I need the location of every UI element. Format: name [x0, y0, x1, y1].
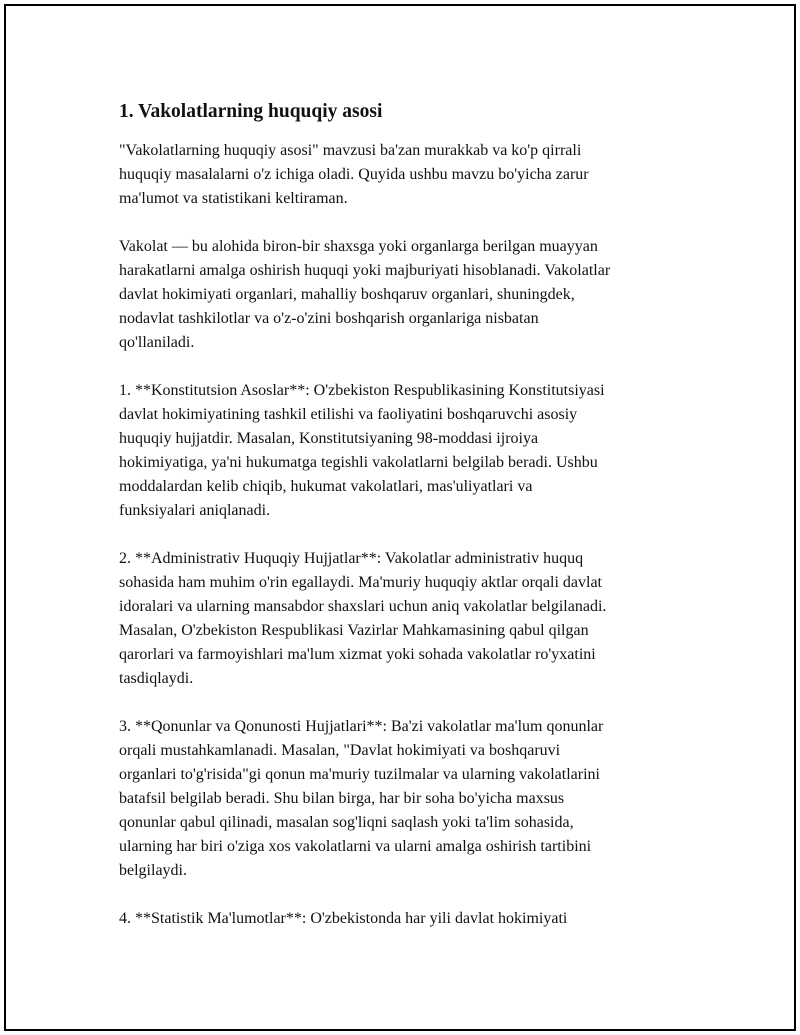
text-line: nodavlat tashkilotlar va o'z-o'zini boshqarish organlariga nisbatan [119, 310, 539, 327]
text-line: huquqiy hujjatdir. Masalan, Konstitutsiyaning 98-moddasi ijroiya [119, 430, 539, 447]
text-line: "Vakolatlarning huquqiy asosi" mavzusi ba'zan murakkab va ko'p qirrali [119, 142, 582, 159]
text-line: davlat hokimiyati organlari, mahalliy boshqaruv organlari, shuningdek, [119, 286, 575, 303]
text-line: 1. **Konstitutsion Asoslar**: O'zbekiston Respublikasining Konstitutsiyasi [119, 382, 605, 399]
paragraph-item-1 [119, 379, 699, 523]
paragraph-item-4 [119, 907, 699, 931]
document-body [119, 98, 699, 955]
text-line: funksiyalari aniqlanadi. [119, 502, 271, 519]
text-line: qo'llaniladi. [119, 334, 195, 351]
page-frame [4, 4, 796, 1031]
text-line: Vakolat — bu alohida biron-bir shaxsga yoki organlarga berilgan muayyan [119, 238, 598, 255]
paragraph-item-3 [119, 715, 699, 883]
paragraph-definition [119, 235, 699, 355]
text-line: Masalan, O'zbekiston Respublikasi Vazirlar Mahkamasining qabul qilgan [119, 622, 589, 639]
text-line: huquqiy masalalarni o'z ichiga oladi. Quyida ushbu mavzu bo'yicha zarur [119, 166, 589, 183]
paragraph-item-2 [119, 547, 699, 691]
text-line: 2. **Administrativ Huquqiy Hujjatlar**: Vakolatlar administrativ huquq [119, 550, 584, 567]
text-line: sohasida ham muhim o'rin egallaydi. Ma'muriy huquqiy aktlar orqali davlat [119, 574, 602, 591]
text-line: davlat hokimiyatining tashkil etilishi va faoliyatini boshqaruvchi asosiy [119, 406, 578, 423]
text-line: organlari to'g'risida"gi qonun ma'muriy tuzilmalar va ularning vakolatlarini [119, 766, 600, 783]
text-line: ularning har biri o'ziga xos vakolatlarni va ularni amalga oshirish tartibini [119, 838, 592, 855]
text-line: orqali mustahkamlanadi. Masalan, "Davlat hokimiyati va boshqaruvi [119, 742, 561, 759]
section-heading: 1. Vakolatlarning huquqiy asosi [119, 101, 383, 122]
text-line: qarorlari va farmoyishlari ma'lum xizmat yoki sohada vakolatlar ro'yxatini [119, 646, 596, 663]
text-line: 3. **Qonunlar va Qonunosti Hujjatlari**: Ba'zi vakolatlar ma'lum qonunlar [119, 718, 604, 735]
text-line: idoralari va ularning mansabdor shaxslari uchun aniq vakolatlar belgilanadi. [119, 598, 607, 615]
text-line: harakatlarni amalga oshirish huquqi yoki majburiyati hisoblanadi. Vakolatlar [119, 262, 611, 279]
text-line: qonunlar qabul qilinadi, masalan sog'liqni saqlash yoki ta'lim sohasida, [119, 814, 574, 831]
text-line: moddalardan kelib chiqib, hukumat vakolatlari, mas'uliyatlari va [119, 478, 533, 495]
text-line: 4. **Statistik Ma'lumotlar**: O'zbekistonda har yili davlat hokimiyati [119, 910, 568, 927]
text-line: batafsil belgilab beradi. Shu bilan birga, har bir soha bo'yicha maxsus [119, 790, 565, 807]
text-line: belgilaydi. [119, 862, 187, 879]
text-line: tasdiqlaydi. [119, 670, 194, 687]
text-line: ma'lumot va statistikani keltiraman. [119, 190, 348, 207]
paragraph-intro [119, 139, 699, 211]
text-line: hokimiyatiga, ya'ni hukumatga tegishli vakolatlarni belgilab beradi. Ushbu [119, 454, 598, 471]
